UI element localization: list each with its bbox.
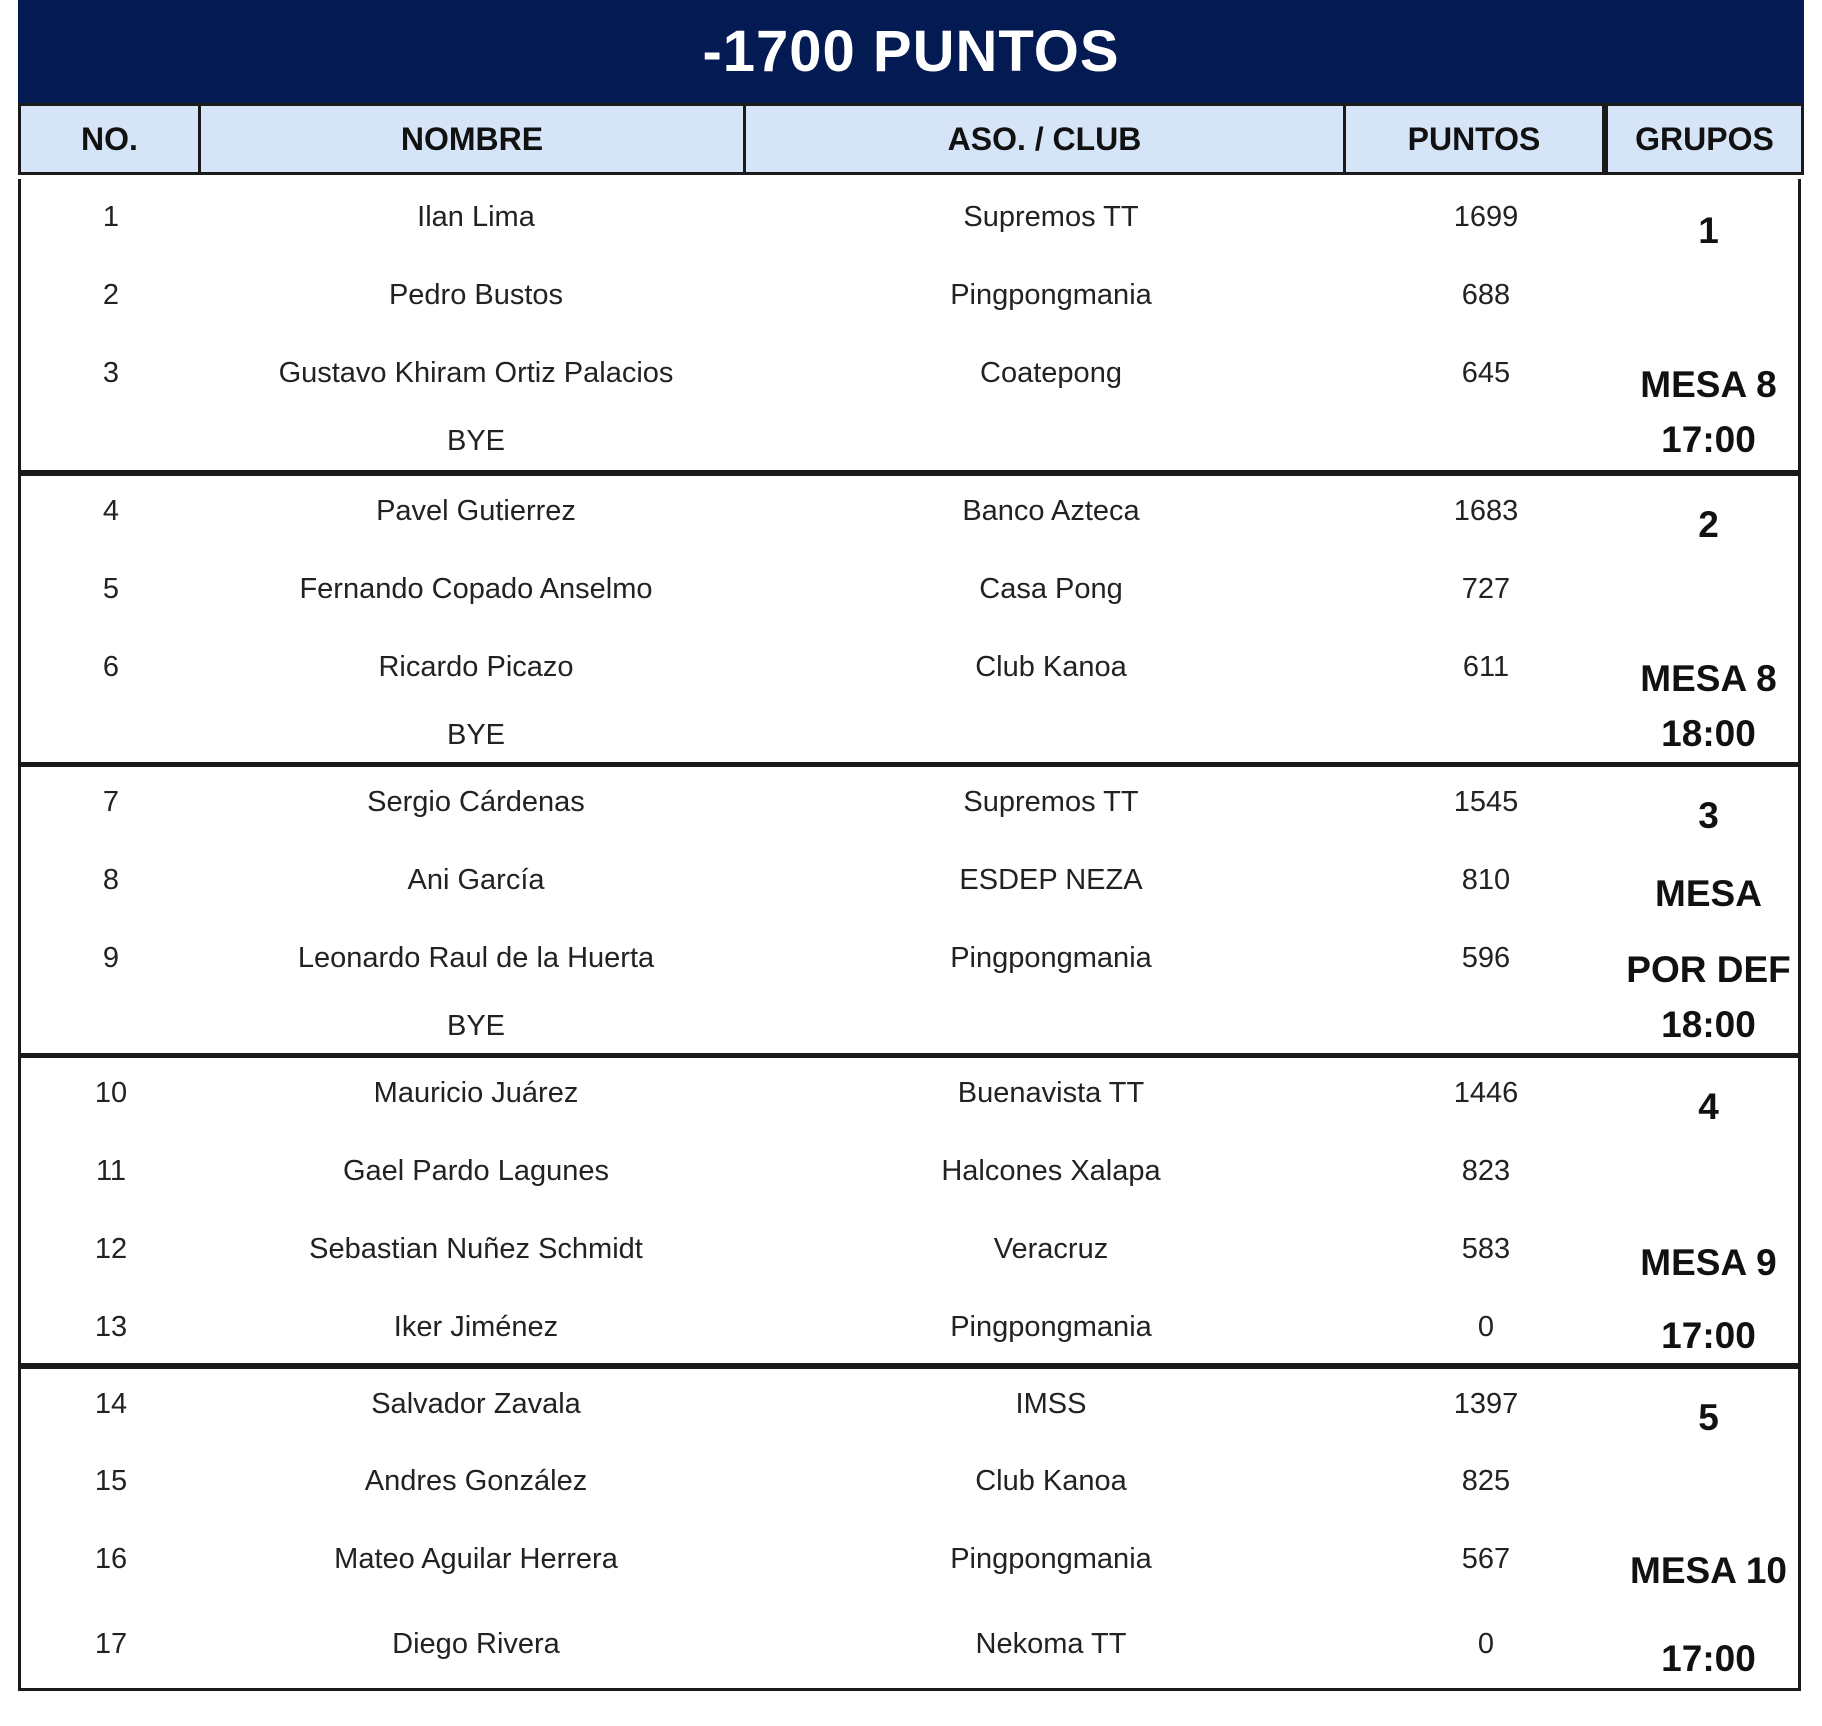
player-name: BYE xyxy=(446,719,506,751)
group-number: 1 xyxy=(1698,210,1719,251)
group-mesa: MESA 8 xyxy=(1640,364,1777,405)
player-points: 583 xyxy=(1461,1233,1511,1265)
player-points: 727 xyxy=(1461,573,1511,605)
player-club: Nekoma TT xyxy=(975,1628,1127,1660)
header-club: ASO. / CLUB xyxy=(743,103,1346,175)
group-number: 5 xyxy=(1698,1397,1719,1438)
group-time: 17:00 xyxy=(1661,1315,1756,1356)
player-name: Diego Rivera xyxy=(392,1628,560,1660)
player-club: Pingpongmania xyxy=(950,942,1152,974)
player-name: Pedro Bustos xyxy=(388,279,564,311)
player-no: 7 xyxy=(102,786,120,818)
group-block xyxy=(18,473,1801,765)
player-club: Pingpongmania xyxy=(950,279,1152,311)
group-mesa: MESA 8 xyxy=(1640,658,1777,699)
player-club: Supremos TT xyxy=(963,201,1139,233)
player-club: Halcones Xalapa xyxy=(941,1155,1161,1187)
header-no: NO. xyxy=(18,103,201,175)
player-points: 611 xyxy=(1462,651,1510,683)
group-time: 17:00 xyxy=(1661,1638,1756,1679)
table-header xyxy=(18,103,1804,179)
player-club: ESDEP NEZA xyxy=(959,864,1143,896)
player-no: 10 xyxy=(94,1077,128,1109)
player-no: 8 xyxy=(102,864,120,896)
player-no: 14 xyxy=(94,1388,128,1420)
player-points: 0 xyxy=(1477,1311,1495,1343)
player-name: Gustavo Khiram Ortiz Palacios xyxy=(278,357,674,389)
group-block xyxy=(18,179,1801,473)
player-club: Pingpongmania xyxy=(950,1543,1152,1575)
player-points: 0 xyxy=(1477,1628,1495,1660)
header-grupos: GRUPOS xyxy=(1605,103,1804,175)
group-block xyxy=(18,1366,1801,1691)
player-points: 688 xyxy=(1461,279,1511,311)
player-points: 596 xyxy=(1461,942,1511,974)
player-no: 2 xyxy=(102,279,120,311)
player-points: 823 xyxy=(1461,1155,1511,1187)
header-nombre: NOMBRE xyxy=(198,103,746,175)
player-points: 1397 xyxy=(1453,1388,1519,1420)
player-no: 4 xyxy=(102,495,120,527)
player-name: Mateo Aguilar Herrera xyxy=(334,1543,618,1575)
player-points: 810 xyxy=(1461,864,1511,896)
player-no: 15 xyxy=(94,1465,128,1497)
player-points: 1446 xyxy=(1453,1077,1519,1109)
player-points: 645 xyxy=(1461,357,1511,389)
player-name: BYE xyxy=(446,1010,506,1042)
player-no: 9 xyxy=(102,942,120,974)
player-no: 12 xyxy=(94,1233,128,1265)
player-club: Club Kanoa xyxy=(975,651,1127,683)
player-no: 16 xyxy=(94,1543,128,1575)
player-name: Fernando Copado Anselmo xyxy=(299,573,653,605)
group-number: 3 xyxy=(1698,795,1719,836)
player-name: Salvador Zavala xyxy=(371,1388,581,1420)
group-mesa: MESA xyxy=(1655,873,1762,914)
group-time: 18:00 xyxy=(1661,713,1756,754)
player-points: 1683 xyxy=(1453,495,1519,527)
player-club: Pingpongmania xyxy=(950,1311,1152,1343)
group-mesa: MESA 10 xyxy=(1630,1550,1787,1591)
player-club: Club Kanoa xyxy=(975,1465,1127,1497)
player-points: 567 xyxy=(1461,1543,1511,1575)
player-name: Leonardo Raul de la Huerta xyxy=(297,942,655,974)
group-time: 18:00 xyxy=(1661,1004,1756,1045)
player-no: 1 xyxy=(102,201,120,233)
player-points: 825 xyxy=(1461,1465,1511,1497)
player-name: Mauricio Juárez xyxy=(373,1077,579,1109)
player-no: 11 xyxy=(95,1155,127,1187)
player-club: Casa Pong xyxy=(979,573,1123,605)
group-number: 4 xyxy=(1698,1086,1719,1127)
player-club: Veracruz xyxy=(993,1233,1109,1265)
group-time: 17:00 xyxy=(1661,419,1756,460)
group-number: 2 xyxy=(1698,504,1719,545)
player-club: Coatepong xyxy=(980,357,1122,389)
player-name: Andres González xyxy=(364,1465,588,1497)
group-block xyxy=(18,1055,1801,1366)
player-no: 13 xyxy=(94,1311,128,1343)
player-club: Banco Azteca xyxy=(962,495,1140,527)
player-name: Gael Pardo Lagunes xyxy=(342,1155,610,1187)
player-club: IMSS xyxy=(1015,1388,1087,1420)
player-name: Ilan Lima xyxy=(417,201,535,233)
player-name: Ricardo Picazo xyxy=(378,651,574,683)
player-points: 1545 xyxy=(1453,786,1519,818)
header-puntos: PUNTOS xyxy=(1343,103,1605,175)
player-no: 17 xyxy=(94,1628,128,1660)
group-mesa-detail: POR DEF xyxy=(1626,949,1791,990)
player-no: 5 xyxy=(102,573,120,605)
player-name: BYE xyxy=(446,425,506,457)
player-name: Ani García xyxy=(407,864,545,896)
player-points: 1699 xyxy=(1453,201,1519,233)
player-name: Pavel Gutierrez xyxy=(376,495,576,527)
group-block xyxy=(18,764,1801,1056)
player-club: Buenavista TT xyxy=(957,1077,1145,1109)
player-no: 6 xyxy=(102,651,120,683)
player-club: Supremos TT xyxy=(963,786,1139,818)
player-name: Sebastian Nuñez Schmidt xyxy=(309,1233,643,1265)
page-title: -1700 PUNTOS xyxy=(18,0,1804,103)
player-name: Sergio Cárdenas xyxy=(367,786,585,818)
group-mesa: MESA 9 xyxy=(1640,1242,1777,1283)
player-no: 3 xyxy=(102,357,120,389)
player-name: Iker Jiménez xyxy=(393,1311,559,1343)
